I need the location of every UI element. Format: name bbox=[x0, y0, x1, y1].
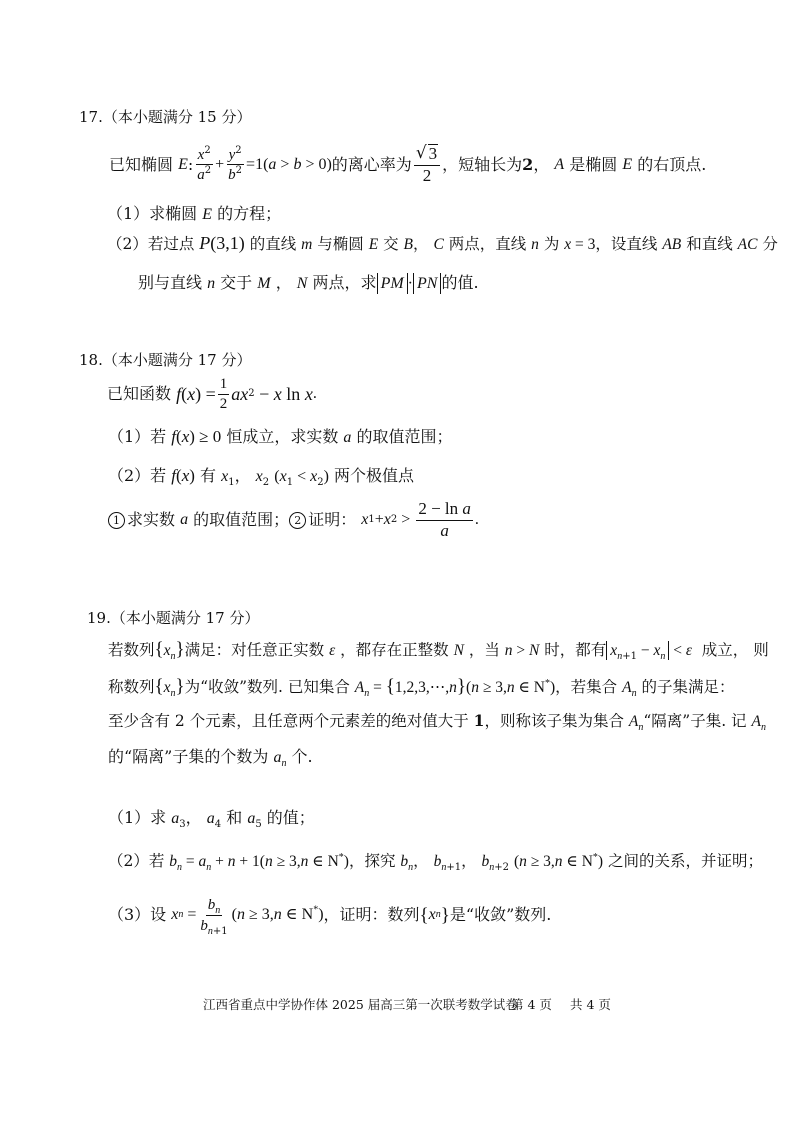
problem-17-part-2-cont: 别与直线 n 交于 M ， N 两点，求 PM · PN 的值. bbox=[138, 273, 479, 292]
problem-18-part-1: （1）若 f(x) ≥ 0 恒成立，求实数 a 的取值范围； bbox=[108, 427, 453, 446]
problem-18-part-2-sub: 1 求实数 a 的取值范围； 2 证明： x 1 + x 2 > $\frac{\text{2 − ln a}}{a}$ . bbox=[108, 500, 479, 540]
problem-18-part-2: （2）若 f(x) 有 $x_1$， $x_2$ $(x_1 < x_2)$ 两个极值点 bbox=[108, 466, 414, 489]
problem-18-header: 18.（本小题满分 17 分） bbox=[79, 351, 252, 369]
problem-17-stem: 已知椭圆 E : $\frac{x^2}{a^2}$ + $\frac{y^2}{b^2}$ =1( a > b > 0) 的离心率为 √ 3 2 ，短轴长为 2 ， A 是椭圆 E 的右顶点. bbox=[109, 143, 707, 185]
problem-17-part-2: （2）若过点 P(3,1) 的直线 m 与椭圆 E 交 B， C 两点，直线 n 为 x = 3，设直线 AB 和直线 AC 分 bbox=[107, 233, 778, 253]
problem-17-header: 17.（本小题满分 15 分） bbox=[79, 108, 252, 126]
problem-19-def-line-3: 至少含有 2 个元素，且任意两个元素差的绝对值大于 1，则称该子集为集合 $A_n“$隔离”子集. 记 $A_n$ bbox=[108, 711, 766, 734]
footer-page: 第 4 页 bbox=[511, 997, 552, 1012]
problem-19-part-2: （2）若 $b_n = a_n + n + 1(n \ge 3,n$ ∈ N*)，探究 $b_n$， $b_{n+1}$， $b_{n+2}$ (n ≥ 3,n ∈ N*) 之间的关系，并证明； bbox=[108, 851, 764, 874]
problem-18-stem: 已知函数 f ( x ) = $\frac{1}{2}$ ax 2 − x ln x . bbox=[107, 376, 317, 412]
problem-19-def-line-2: 称数列$\{x_n\}$为“收敛”数列. 已知集合 $A_n$ = {1,2,3,⋯,n}(n ≥ 3,n ∈ N*)，若集合 $A_n$ 的子集满足： bbox=[108, 676, 735, 700]
problem-19-def-line-1: 若数列$\{x_n\}$满足：对任意正实数 ε ，都存在正整数 N ，当 n > N 时，都有 $x_{n+1} - x_n < \varepsilon$ 成立， 则 bbox=[108, 639, 769, 663]
problem-19-part-3: （3）设 x n = $\frac{b_n}{b_{n+1}}$ ( n ≥ 3, n ∈ N*) ，证明：数列 { x n } 是“收敛”数列. bbox=[108, 897, 552, 937]
problem-17-part-1: （1）求椭圆 E 的方程； bbox=[107, 204, 282, 223]
footer-total: 共 4 页 bbox=[570, 997, 611, 1012]
circled-two-icon: 2 bbox=[289, 512, 306, 529]
problem-19-def-line-4: 的“隔离”子集的个数为 $a_n$ 个. bbox=[108, 747, 313, 770]
problem-19-header: 19.（本小题满分 17 分） bbox=[87, 609, 260, 627]
problem-19-part-1: （1）求 $a_3$， $a_4$ 和 $a_5$ 的值； bbox=[108, 808, 315, 831]
circled-one-icon: 1 bbox=[108, 512, 125, 529]
footer-title: 江西省重点中学协作体 2025 届高三第一次联考数学试卷 bbox=[203, 997, 518, 1012]
